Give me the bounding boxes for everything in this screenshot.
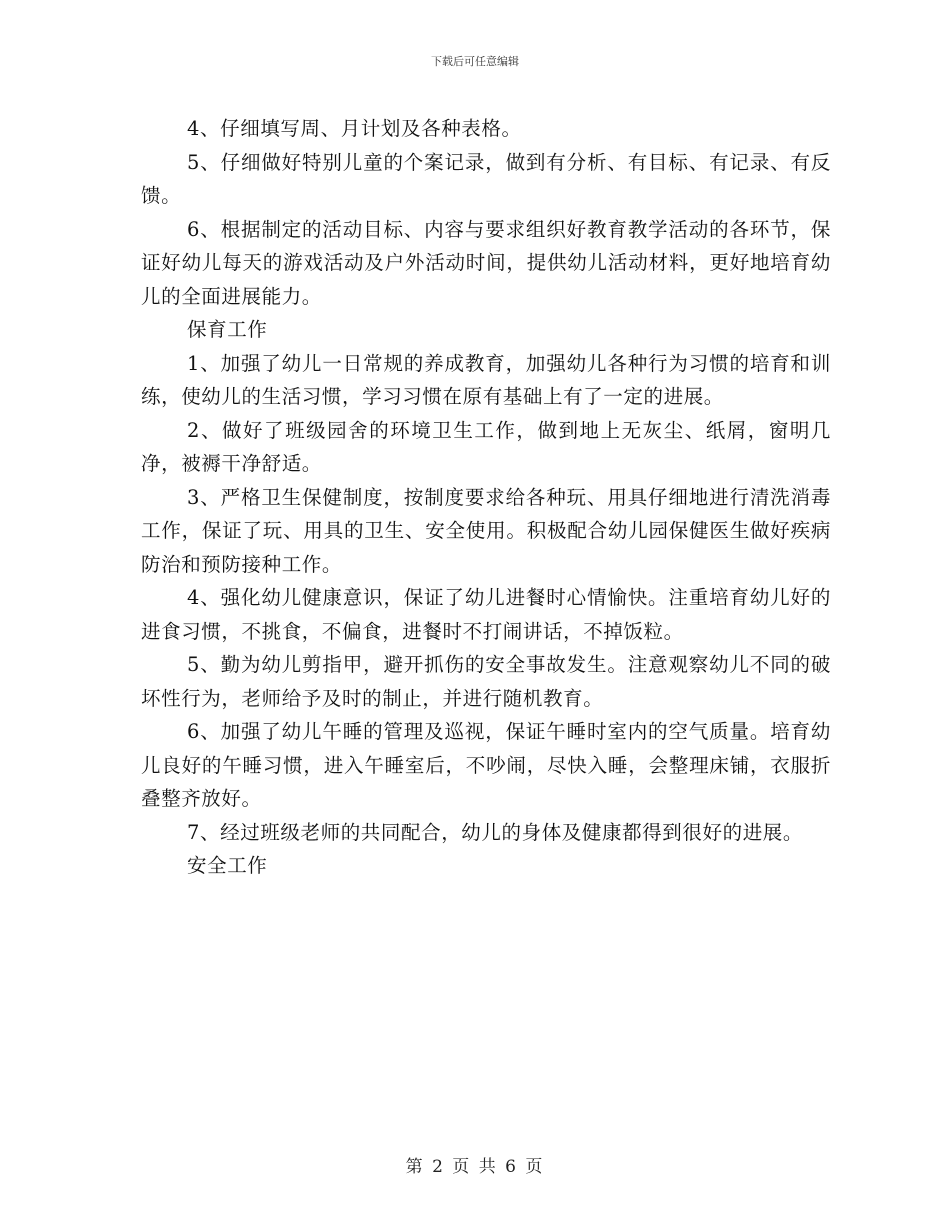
paragraph: 6、加强了幼儿午睡的管理及巡视，保证午睡时室内的空气质量。培育幼儿良好的午睡习惯，进入午睡室后，不吵闹，尽快入睡，会整理床铺，衣服折叠整齐放好。 [141, 720, 831, 810]
paragraph: 1、加强了幼儿一日常规的养成教育，加强幼儿各种行为习惯的培育和训练，使幼儿的生活习惯，学习习惯在原有基础上有了一定的进展。 [141, 351, 831, 408]
document-body [141, 112, 831, 883]
page-header: 下载后可任意编辑 [431, 55, 519, 68]
paragraph: 5、勤为幼儿剪指甲，避开抓伤的安全事故发生。注意观察幼儿不同的破坏性行为，老师给予及时的制止，并进行随机教育。 [141, 653, 831, 710]
paragraph: 3、严格卫生保健制度，按制度要求给各种玩、用具仔细地进行清洗消毒工作，保证了玩、用具的卫生、安全使用。积极配合幼儿园保健医生做好疾病防治和预防接种工作。 [141, 485, 831, 576]
section-heading: 安全工作 [187, 854, 268, 877]
paragraph: 5、仔细做好特别儿童的个案记录，做到有分析、有目标、有记录、有反馈。 [141, 150, 831, 207]
paragraph: 2、做好了班级园舍的环境卫生工作，做到地上无灰尘、纸屑，窗明几净，被褥干净舒适。 [141, 418, 831, 475]
page-number: 第 2 页 共 6 页 [405, 1157, 545, 1177]
paragraph: 4、仔细填写周、月计划及各种表格。 [187, 117, 522, 140]
paragraph: 7、经过班级老师的共同配合，幼儿的身体及健康都得到很好的进展。 [187, 820, 804, 844]
paragraph: 4、强化幼儿健康意识，保证了幼儿进餐时心情愉快。注重培育幼儿好的进食习惯，不挑食，不偏食，进餐时不打闹讲话，不掉饭粒。 [141, 586, 831, 643]
paragraph: 6、根据制定的活动目标、内容与要求组织好教育教学活动的各环节，保证好幼儿每天的游戏活动及户外活动时间，提供幼儿活动材料，更好地培育幼儿的全面进展能力。 [141, 217, 831, 308]
section-heading: 保育工作 [187, 318, 268, 341]
